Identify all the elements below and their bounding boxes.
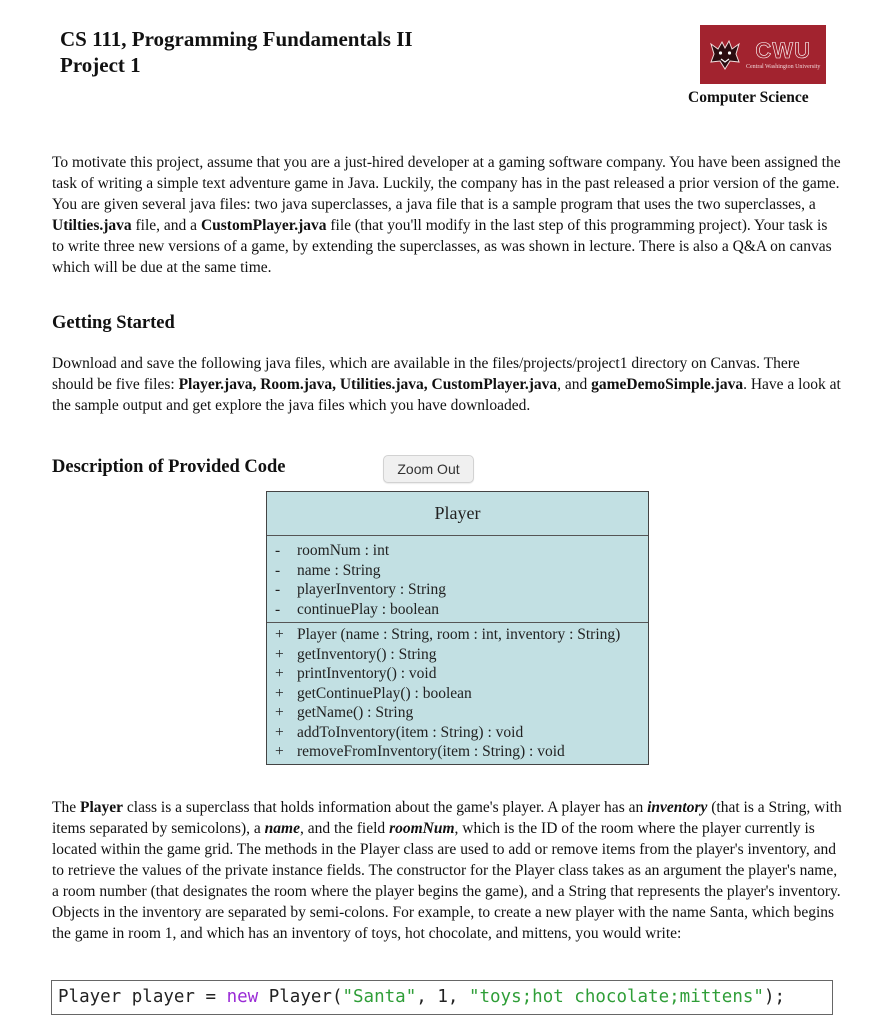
uml-member-text: roomNum : int <box>297 542 390 559</box>
text-run: gameDemoSimple.java <box>591 376 744 393</box>
uml-visibility: + <box>275 665 284 682</box>
uml-visibility: - <box>275 561 281 579</box>
code-token: new <box>226 987 259 1007</box>
uml-member-text: removeFromInventory(item : String) : void <box>297 743 565 760</box>
uml-visibility: - <box>275 542 281 559</box>
getting-started-paragraph <box>52 353 842 416</box>
text-run: (that is a String, with items separated by semicolons), a <box>52 799 842 837</box>
uml-member-text: continuePlay : boolean <box>297 600 440 618</box>
zoom-out-button[interactable]: Zoom Out <box>383 455 474 483</box>
uml-visibility: + <box>275 684 284 702</box>
uml-member <box>267 580 648 600</box>
code-token: Player( <box>258 987 343 1007</box>
text-run: , which is the ID of the room where the player currently is located within the game grid. The methods in the Player class are used to add or remove items from the player's inventory, and to retrieve the values of the private instance fields. The constructor for the Player class takes as an argument the player's name, a room number (that designates the room where the player begins the game), and a String that represents the player's inventory. Objects in the inventory are separated by semi-colons. For example, to create a new player with the name Santa, which begins the game in room 1, and which has an inventory of toys, hot chocolate, and mittens, you would write: <box>52 820 841 942</box>
logo-wordmark: CWU <box>755 37 811 63</box>
text-run: Utilties.java <box>52 217 132 234</box>
uml-attributes <box>267 536 648 623</box>
uml-member <box>267 723 648 743</box>
text-run: Player <box>79 799 124 816</box>
uml-visibility: + <box>275 704 284 721</box>
text-run: To motivate this project, assume that you are a just-hired developer at a gaming software company. You have been assigned the task of writing a simple text adventure game in Java. Luckily, the company has in the past released a prior version of the game. You are given several java files: two java superclasses, a java file that is a sample program that uses the two superclasses, a <box>52 154 841 213</box>
uml-class-name: Player <box>267 492 648 536</box>
uml-member <box>267 742 648 762</box>
code-token: "Santa" <box>342 987 417 1007</box>
uml-member <box>267 625 648 645</box>
uml-member-text: getName() : String <box>297 704 414 721</box>
uml-visibility: + <box>275 743 284 760</box>
uml-member <box>267 561 648 581</box>
text-run: Player.java, Room.java, Utilities.java, CustomPlayer.java <box>178 376 558 393</box>
text-run: Download and save the following java files, which are available in the files/projects/project1 directory on Canvas. There should be five files: <box>52 355 800 393</box>
text-run: CustomPlayer.java <box>200 217 327 234</box>
uml-visibility: - <box>275 600 281 618</box>
text-run: roomNum <box>389 820 455 837</box>
uml-member-text: name : String <box>297 561 381 579</box>
uml-visibility: - <box>275 581 281 598</box>
uml-member <box>267 645 648 665</box>
logo-text-group <box>746 39 820 71</box>
uml-member <box>267 600 648 620</box>
uml-member-text: playerInventory : String <box>297 581 446 598</box>
logo-subtitle: Central Washington University <box>746 63 821 70</box>
text-run: The <box>52 799 80 816</box>
text-run: , and the field <box>299 820 390 837</box>
text-run: name <box>264 820 300 837</box>
uml-member-text: getInventory() : String <box>297 645 437 663</box>
code-example <box>51 980 833 1015</box>
intro-paragraph <box>52 152 842 278</box>
text-run: file (that you'll modify in the last step of this programming project). Your task is to write three new versions of a game, by extending the superclasses, as was shown in lecture. There is also a Q&A on canvas which will be due at the same time. <box>52 217 832 276</box>
uml-visibility: + <box>275 626 284 643</box>
code-token: Player player = <box>58 987 227 1007</box>
description-heading: Description of Provided Code <box>52 457 286 477</box>
uml-class-diagram <box>266 491 649 765</box>
player-description-paragraph <box>52 797 842 944</box>
uml-member-text: Player (name : String, room : int, inventory : String) <box>297 626 621 643</box>
uml-member <box>267 703 648 723</box>
uml-member <box>267 664 648 684</box>
uml-member-text: getContinuePlay() : boolean <box>297 684 472 702</box>
code-token: "toys;hot chocolate;mittens" <box>468 987 764 1007</box>
document-title <box>60 26 413 78</box>
course-title: CS 111, Programming Fundamentals II <box>60 27 413 51</box>
text-run: , and <box>557 376 592 393</box>
uml-member <box>267 684 648 704</box>
text-run: file, and a <box>131 217 201 234</box>
getting-started-heading: Getting Started <box>52 313 175 333</box>
uml-member-text: addToInventory(item : String) : void <box>297 723 524 741</box>
department-label: Computer Science <box>688 89 809 106</box>
uml-member-text: printInventory() : void <box>297 665 437 682</box>
project-title: Project 1 <box>60 53 141 77</box>
text-run: . Have a look at the sample output and get explore the java files which you have downloaded. <box>52 376 841 414</box>
cwu-logo <box>700 25 826 84</box>
uml-visibility: + <box>275 645 284 663</box>
uml-member <box>267 541 648 561</box>
text-run: class is a superclass that holds information about the game's player. A player has an <box>123 799 648 816</box>
wildcat-icon <box>708 38 742 72</box>
code-token: ); <box>763 987 786 1007</box>
code-token: , 1, <box>416 987 469 1007</box>
uml-methods <box>267 623 648 762</box>
text-run: inventory <box>647 799 708 816</box>
uml-visibility: + <box>275 723 284 741</box>
